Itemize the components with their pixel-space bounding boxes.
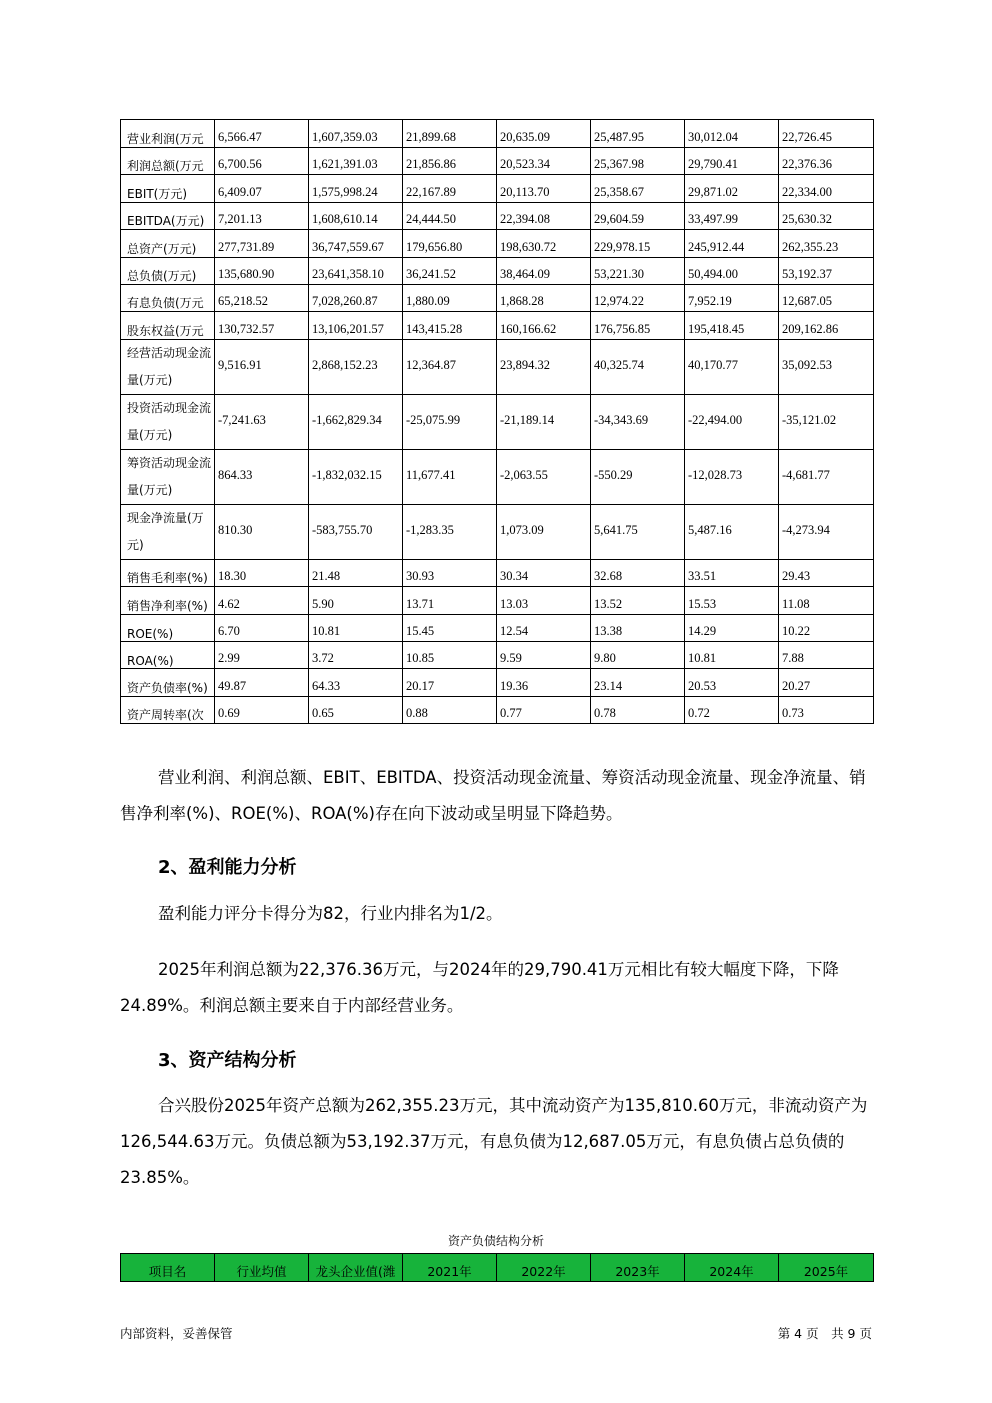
table-cell: 23,894.32 [497, 339, 591, 394]
profitability-score-paragraph: 盈利能力评分卡得分为82，行业内排名为1/2。 [158, 904, 503, 923]
table-cell: 29,871.02 [685, 175, 779, 202]
table-cell: -7,241.63 [215, 394, 309, 449]
table-cell: 33,497.99 [685, 202, 779, 229]
table-cell: -25,075.99 [403, 394, 497, 449]
table-cell: 864.33 [215, 449, 309, 504]
table-cell: 30,012.04 [685, 120, 779, 148]
table-cell: 25,367.98 [591, 148, 685, 175]
trend-paragraph: 营业利润、利润总额、EBIT、EBITDA、投资活动现金流量、筹资活动现金流量、现金净流量、销售净利率(%)、ROE(%)、ROA(%)存在向下波动或呈明显下降趋势。 [120, 768, 866, 823]
table-cell: 22,376.36 [779, 148, 874, 175]
table-cell: 20,523.34 [497, 148, 591, 175]
table-cell: 50,494.00 [685, 257, 779, 284]
table-cell: 23.14 [591, 669, 685, 696]
header-cell: 2024年 [685, 1254, 779, 1282]
table-cell: 9.80 [591, 641, 685, 668]
table-row [121, 230, 874, 257]
row-label: EBITDA(万元) [121, 202, 215, 229]
table-cell: 4.62 [215, 587, 309, 614]
table-cell: 32.68 [591, 559, 685, 586]
table-cell: 2,868,152.23 [309, 339, 403, 394]
asset-liability-structure-table [120, 1253, 874, 1282]
table-cell: 810.30 [215, 504, 309, 559]
table-cell: 9,516.91 [215, 339, 309, 394]
table-cell: 5.90 [309, 587, 403, 614]
table-row [121, 339, 874, 394]
table-cell: 18.30 [215, 559, 309, 586]
table-cell: 40,325.74 [591, 339, 685, 394]
table-row [121, 449, 874, 504]
table-cell: 176,756.85 [591, 312, 685, 339]
row-label: 投资活动现金流量(万元) [121, 394, 215, 449]
table-cell: 229,978.15 [591, 230, 685, 257]
header-cell: 2021年 [403, 1254, 497, 1282]
table-cell: 53,192.37 [779, 257, 874, 284]
table-row [121, 394, 874, 449]
table-cell: 15.53 [685, 587, 779, 614]
table-cell: 13.52 [591, 587, 685, 614]
table-cell: 135,680.90 [215, 257, 309, 284]
table-cell: 1,880.09 [403, 284, 497, 311]
table-cell: 0.78 [591, 696, 685, 723]
profit-total-paragraph: 2025年利润总额为22,376.36万元，与2024年的29,790.41万元相比有较大幅度下降，下降24.89%。利润总额主要来自于内部经营业务。 [120, 960, 839, 1015]
row-label: 股东权益(万元 [121, 312, 215, 339]
table-cell: 53,221.30 [591, 257, 685, 284]
table-cell: 33.51 [685, 559, 779, 586]
table-cell: 7,201.13 [215, 202, 309, 229]
table-row [121, 175, 874, 202]
table-cell: 10.22 [779, 614, 874, 641]
table-cell: 13.38 [591, 614, 685, 641]
table-cell: 22,334.00 [779, 175, 874, 202]
table-cell: 160,166.62 [497, 312, 591, 339]
table-cell: 65,218.52 [215, 284, 309, 311]
table-cell: 12,974.22 [591, 284, 685, 311]
structure-table-caption: 资产负债结构分析 [447, 1234, 544, 1248]
table-cell: 13.03 [497, 587, 591, 614]
table-cell: 25,358.67 [591, 175, 685, 202]
table-cell: 11.08 [779, 587, 874, 614]
table-row [121, 312, 874, 339]
footer-page-number: 第 4 页 共 9 页 [777, 1326, 872, 1341]
table-cell: 29.43 [779, 559, 874, 586]
table-cell: 35,092.53 [779, 339, 874, 394]
table-cell: 21.48 [309, 559, 403, 586]
header-cell: 2025年 [779, 1254, 874, 1282]
table-cell: 25,487.95 [591, 120, 685, 148]
table-row [121, 669, 874, 696]
table-cell: 21,856.86 [403, 148, 497, 175]
table-cell: -12,028.73 [685, 449, 779, 504]
table-cell: 29,790.41 [685, 148, 779, 175]
table-cell: -34,343.69 [591, 394, 685, 449]
table-cell: 262,355.23 [779, 230, 874, 257]
financial-indicators-table [120, 119, 874, 724]
table-cell: 38,464.09 [497, 257, 591, 284]
table-cell: 25,630.32 [779, 202, 874, 229]
table-cell: 0.73 [779, 696, 874, 723]
table-cell: 245,912.44 [685, 230, 779, 257]
row-label: 有息负债(万元 [121, 284, 215, 311]
header-cell: 行业均值 [215, 1254, 309, 1282]
row-label: 现金净流量(万元) [121, 504, 215, 559]
table-header-row [121, 1254, 874, 1282]
section-heading-asset-structure: 3、资产结构分析 [158, 1050, 297, 1071]
table-cell: 5,641.75 [591, 504, 685, 559]
table-cell: 0.65 [309, 696, 403, 723]
header-cell: 龙头企业值(潍 [309, 1254, 403, 1282]
table-row [121, 696, 874, 723]
section-heading-profitability: 2、盈利能力分析 [158, 857, 297, 878]
table-cell: 0.77 [497, 696, 591, 723]
table-cell: 5,487.16 [685, 504, 779, 559]
table-row [121, 120, 874, 148]
table-row [121, 559, 874, 586]
table-row [121, 504, 874, 559]
table-row [121, 587, 874, 614]
table-cell: 36,241.52 [403, 257, 497, 284]
table-cell: 20,113.70 [497, 175, 591, 202]
row-label: EBIT(万元) [121, 175, 215, 202]
row-label: 销售净利率(%) [121, 587, 215, 614]
row-label: ROA(%) [121, 641, 215, 668]
table-cell: 30.93 [403, 559, 497, 586]
table-cell: -1,283.35 [403, 504, 497, 559]
row-label: ROE(%) [121, 614, 215, 641]
table-cell: 22,726.45 [779, 120, 874, 148]
table-cell: 36,747,559.67 [309, 230, 403, 257]
row-label: 资产负债率(%) [121, 669, 215, 696]
table-cell: 21,899.68 [403, 120, 497, 148]
table-cell: -1,662,829.34 [309, 394, 403, 449]
table-cell: 19.36 [497, 669, 591, 696]
table-cell: 6,409.07 [215, 175, 309, 202]
table-cell: 10.85 [403, 641, 497, 668]
asset-structure-paragraph: 合兴股份2025年资产总额为262,355.23万元，其中流动资产为135,810.60万元，非流动资产为126,544.63万元。负债总额为53,192.37万元，有息负债为12,687.05万元，有息负债占总负债的23.85%。 [120, 1096, 868, 1187]
table-cell: 12,364.87 [403, 339, 497, 394]
table-cell: 13,106,201.57 [309, 312, 403, 339]
table-cell: 6,700.56 [215, 148, 309, 175]
table-row [121, 641, 874, 668]
table-cell: 9.59 [497, 641, 591, 668]
table-cell: 64.33 [309, 669, 403, 696]
table-cell: -583,755.70 [309, 504, 403, 559]
table-cell: 6.70 [215, 614, 309, 641]
table-cell: 277,731.89 [215, 230, 309, 257]
table-cell: 24,444.50 [403, 202, 497, 229]
table-cell: -1,832,032.15 [309, 449, 403, 504]
table-cell: 10.81 [685, 641, 779, 668]
table-cell: 22,394.08 [497, 202, 591, 229]
table-cell: 143,415.28 [403, 312, 497, 339]
row-label: 经营活动现金流量(万元) [121, 339, 215, 394]
table-cell: 7,028,260.87 [309, 284, 403, 311]
table-cell: 1,575,998.24 [309, 175, 403, 202]
header-cell: 项目名 [121, 1254, 215, 1282]
table-cell: 20.27 [779, 669, 874, 696]
table-cell: -35,121.02 [779, 394, 874, 449]
table-cell: 0.69 [215, 696, 309, 723]
table-cell: -21,189.14 [497, 394, 591, 449]
table-cell: 198,630.72 [497, 230, 591, 257]
table-cell: 22,167.89 [403, 175, 497, 202]
table-cell: 11,677.41 [403, 449, 497, 504]
table-row [121, 284, 874, 311]
table-cell: 49.87 [215, 669, 309, 696]
row-label: 销售毛利率(%) [121, 559, 215, 586]
table-cell: 7.88 [779, 641, 874, 668]
row-label: 筹资活动现金流量(万元) [121, 449, 215, 504]
table-row [121, 614, 874, 641]
table-cell: 40,170.77 [685, 339, 779, 394]
table-row [121, 202, 874, 229]
table-cell: 6,566.47 [215, 120, 309, 148]
row-label: 总负债(万元) [121, 257, 215, 284]
table-cell: 3.72 [309, 641, 403, 668]
table-cell: 12,687.05 [779, 284, 874, 311]
table-cell: 12.54 [497, 614, 591, 641]
row-label: 资产周转率(次 [121, 696, 215, 723]
table-cell: 23,641,358.10 [309, 257, 403, 284]
table-cell: 30.34 [497, 559, 591, 586]
table-cell: 20.17 [403, 669, 497, 696]
header-cell: 2023年 [591, 1254, 685, 1282]
row-label: 总资产(万元) [121, 230, 215, 257]
table-cell: 2.99 [215, 641, 309, 668]
table-cell: 13.71 [403, 587, 497, 614]
row-label: 营业利润(万元 [121, 120, 215, 148]
table-cell: 179,656.80 [403, 230, 497, 257]
table-cell: 14.29 [685, 614, 779, 641]
table-cell: 10.81 [309, 614, 403, 641]
table-row [121, 257, 874, 284]
table-cell: 1,073.09 [497, 504, 591, 559]
table-cell: 209,162.86 [779, 312, 874, 339]
table-cell: 20.53 [685, 669, 779, 696]
table-cell: 130,732.57 [215, 312, 309, 339]
table-cell: 195,418.45 [685, 312, 779, 339]
row-label: 利润总额(万元 [121, 148, 215, 175]
table-cell: -550.29 [591, 449, 685, 504]
table-cell: 20,635.09 [497, 120, 591, 148]
table-cell: 7,952.19 [685, 284, 779, 311]
table-cell: 1,607,359.03 [309, 120, 403, 148]
table-cell: 1,621,391.03 [309, 148, 403, 175]
table-cell: -2,063.55 [497, 449, 591, 504]
table-cell: 0.88 [403, 696, 497, 723]
table-cell: 0.72 [685, 696, 779, 723]
table-cell: 29,604.59 [591, 202, 685, 229]
footer-confidential: 内部资料，妥善保管 [120, 1326, 233, 1341]
header-cell: 2022年 [497, 1254, 591, 1282]
table-cell: 1,868.28 [497, 284, 591, 311]
table-cell: -22,494.00 [685, 394, 779, 449]
table-cell: 1,608,610.14 [309, 202, 403, 229]
table-row [121, 148, 874, 175]
table-cell: -4,273.94 [779, 504, 874, 559]
table-cell: -4,681.77 [779, 449, 874, 504]
table-cell: 15.45 [403, 614, 497, 641]
